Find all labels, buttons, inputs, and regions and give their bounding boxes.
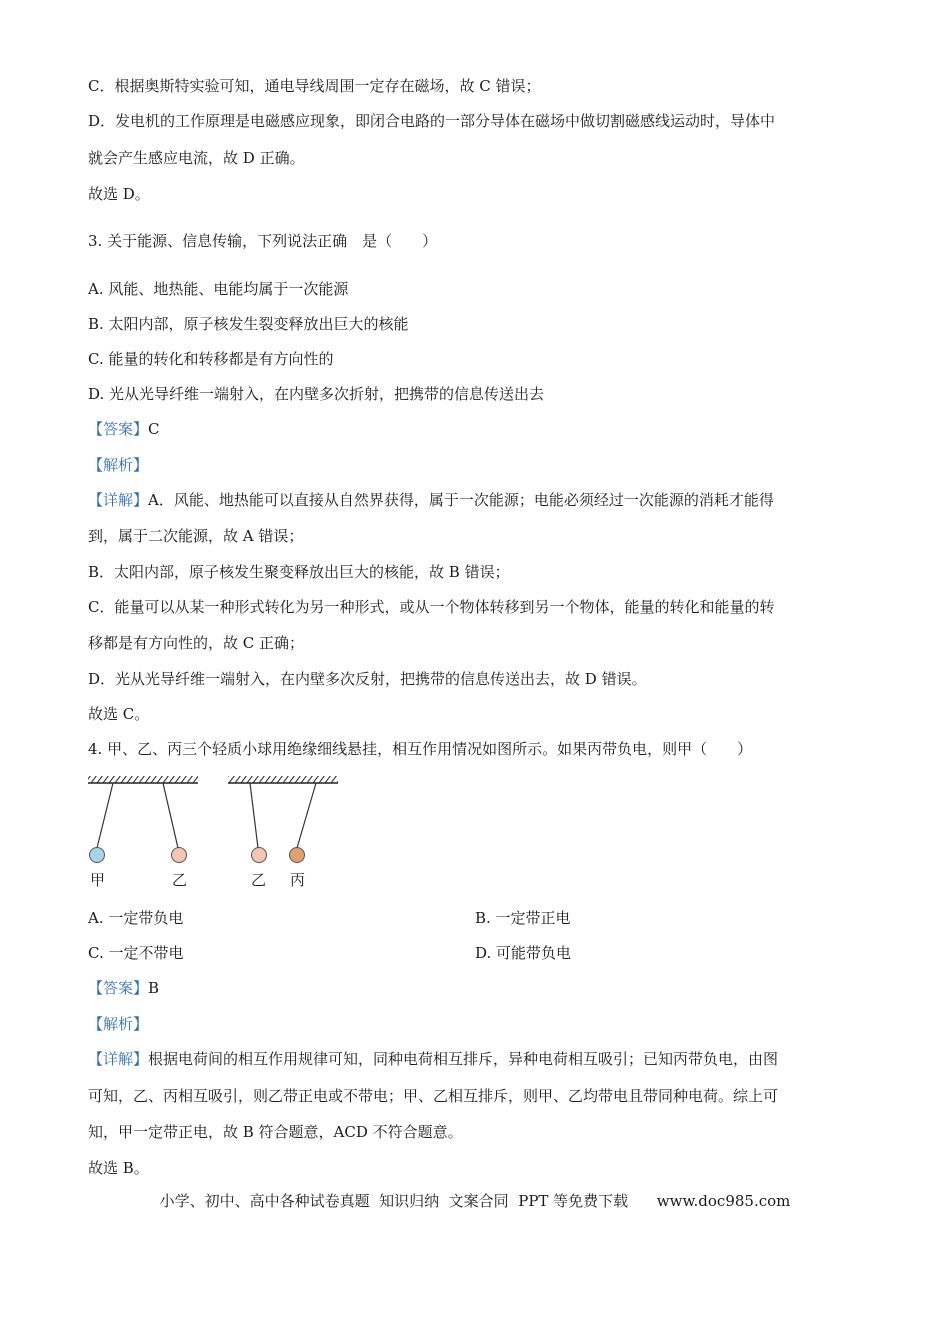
detail-line1 <box>88 1049 778 1069</box>
label-jia: 甲 <box>90 871 106 889</box>
page-footer: 小学、初中、高中各种试卷真题 知识归纳 文案合同 PPT 等免费下载 www.doc985.com <box>159 1192 791 1210</box>
charged-balls-figure <box>85 775 345 875</box>
ball-yi-left <box>172 848 187 863</box>
ceiling-support-right <box>228 776 338 783</box>
ball-jia <box>90 848 105 863</box>
conclusion: 故选 C。 <box>88 705 150 723</box>
label-bing: 丙 <box>290 871 306 889</box>
thread-bing <box>297 783 316 848</box>
answer-tag: 【答案】 <box>88 420 149 438</box>
label-yi-right: 乙 <box>251 871 267 889</box>
option-a: A. 一定带负电 <box>88 909 184 927</box>
ball-bing <box>290 848 305 863</box>
detail-text: 根据电荷间的相互作用规律可知，同种电荷相互排斥，异种电荷相互吸引；已知丙带负电，由图 <box>148 1050 779 1068</box>
question-stem: 3. 关于能源、信息传输，下列说法正确 是（ ） <box>88 232 438 250</box>
option-c-explanation: C．根据奥斯特实验可知，通电导线周围一定存在磁场，故 C 错误； <box>88 77 541 95</box>
option-d: D. 可能带负电 <box>475 944 572 962</box>
conclusion: 故选 B。 <box>88 1159 149 1177</box>
detail-d: D．光从光导纤维一端射入，在内壁多次反射，把携带的信息传送出去，故 D 错误。 <box>88 670 647 688</box>
conclusion: 故选 D。 <box>88 185 150 203</box>
ball-yi-right <box>252 848 267 863</box>
detail-tag: 【详解】 <box>88 491 149 509</box>
option-a: A. 风能、地热能、电能均属于一次能源 <box>88 280 349 298</box>
thread-yi-left <box>163 783 178 848</box>
detail-tag: 【详解】 <box>88 1050 149 1068</box>
option-d-explanation-line1: D．发电机的工作原理是电磁感应现象，即闭合电路的一部分导体在磁场中做切割磁感线运动时，导体中 <box>88 112 776 130</box>
detail-a-line1 <box>88 490 774 510</box>
question-stem: 4. 甲、乙、丙三个轻质小球用绝缘细线悬挂，相互作用情况如图所示。如果丙带负电，则甲（ ） <box>88 740 753 758</box>
option-b: B. 太阳内部，原子核发生裂变释放出巨大的核能 <box>88 315 409 333</box>
analysis-tag: 【解析】 <box>88 456 149 474</box>
answer-line <box>88 978 159 998</box>
answer-value: B <box>148 979 160 997</box>
thread-jia <box>97 783 113 848</box>
option-d-explanation-line2: 就会产生感应电流，故 D 正确。 <box>88 149 305 167</box>
detail-line3: 知，甲一定带正电，故 B 符合题意，ACD 不符合题意。 <box>88 1123 463 1141</box>
answer-line <box>88 419 160 439</box>
detail-c-line1: C．能量可以从某一种形式转化为另一种形式，或从一个物体转移到另一个物体，能量的转化和能量的转 <box>88 598 775 616</box>
ceiling-support-left <box>88 776 198 783</box>
detail-b: B．太阳内部，原子核发生聚变释放出巨大的核能，故 B 错误； <box>88 563 510 581</box>
detail-text: A．风能、地热能可以直接从自然界获得，属于一次能源；电能必须经过一次能源的消耗才能得 <box>148 491 774 509</box>
answer-value: C <box>148 420 160 438</box>
option-c: C. 能量的转化和转移都是有方向性的 <box>88 350 334 368</box>
option-d: D. 光从光导纤维一端射入，在内壁多次折射，把携带的信息传送出去 <box>88 385 545 403</box>
option-c: C. 一定不带电 <box>88 944 184 962</box>
analysis-tag: 【解析】 <box>88 1015 149 1033</box>
thread-yi-right <box>250 783 258 848</box>
detail-a-line2: 到，属于二次能源，故 A 错误； <box>88 527 304 545</box>
label-yi-left: 乙 <box>172 871 188 889</box>
detail-line2: 可知，乙、丙相互吸引，则乙带正电或不带电；甲、乙相互排斥，则甲、乙均带电且带同种电荷。综上可 <box>88 1087 779 1105</box>
detail-c-line2: 移都是有方向性的，故 C 正确； <box>88 634 305 652</box>
answer-tag: 【答案】 <box>88 979 149 997</box>
option-b: B. 一定带正电 <box>475 909 571 927</box>
